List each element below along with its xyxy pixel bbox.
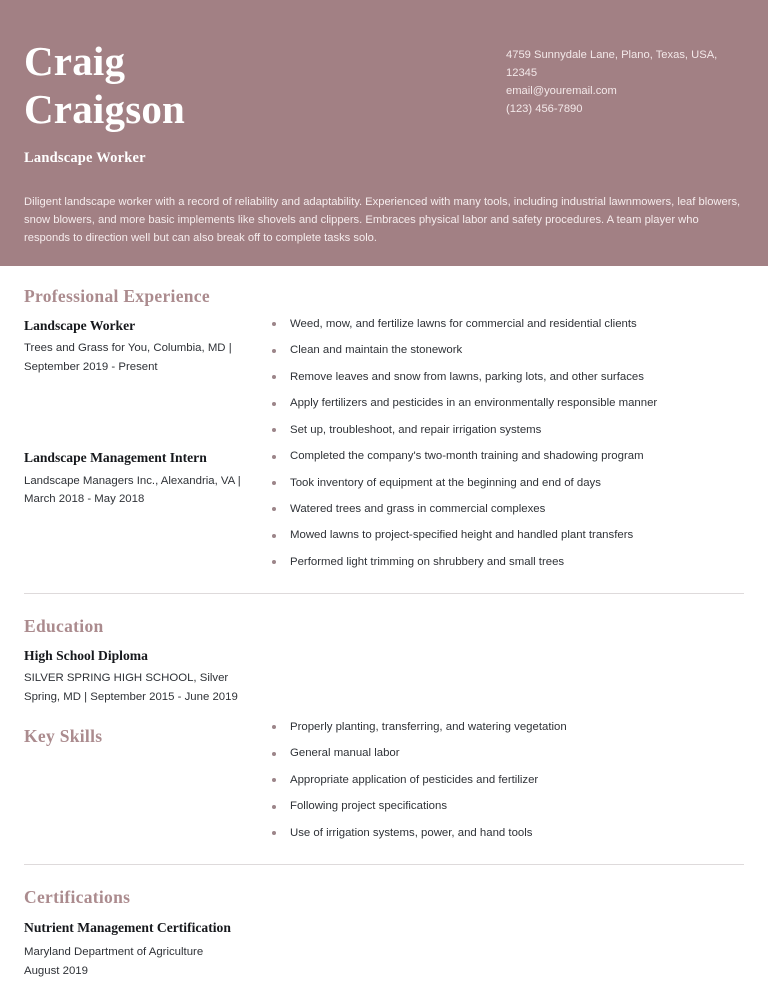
section-divider-education: [24, 593, 744, 594]
experience-entry-2-bullets: [269, 449, 744, 571]
list-item: Set up, troubleshoot, and repair irrigation systems: [269, 423, 744, 439]
candidate-job-title: Landscape Worker: [24, 149, 146, 166]
experience-entry-1: [24, 317, 744, 449]
list-item: Clean and maintain the stonework: [269, 343, 744, 359]
experience-entry-2-right: [267, 449, 744, 581]
experience-entry-1-title: Landscape Worker: [24, 317, 136, 333]
list-item: Following project specifications: [269, 799, 744, 815]
list-item: Weed, mow, and fertilize lawns for commercial and residential clients: [269, 317, 744, 333]
education-entry-1: [24, 647, 744, 706]
section-heading-experience: Professional Experience: [24, 285, 210, 306]
section-heading-key-skills: Key Skills: [24, 725, 103, 746]
experience-entry-2-title: Landscape Management Intern: [24, 450, 207, 466]
list-item: General manual labor: [269, 746, 744, 762]
key-skills-bullets: [269, 720, 744, 842]
certification-entry-1-date: August 2019: [24, 964, 88, 977]
section-divider-certifications: [24, 864, 744, 865]
section-professional-experience: [24, 266, 744, 582]
certification-entry-1-title: Nutrient Management Certification: [24, 920, 231, 936]
contact-block: [506, 46, 744, 119]
education-entry-1-title: High School Diploma: [24, 648, 148, 664]
certification-entry-1-left: [24, 918, 267, 980]
candidate-first-name: Craig: [24, 38, 126, 84]
experience-entry-2-left: [24, 449, 267, 509]
list-item: Watered trees and grass in commercial complexes: [269, 502, 744, 518]
experience-entry-1-right: [267, 317, 744, 449]
experience-entry-1-left: [24, 317, 267, 377]
list-item: Apply fertilizers and pesticides in an environmentally responsible manner: [269, 396, 744, 412]
key-skills-row: [24, 720, 744, 852]
contact-phone[interactable]: (123) 456-7890: [506, 103, 583, 116]
certification-entry-1-issuer: Maryland Department of Agriculture: [24, 946, 204, 959]
candidate-last-name: Craigson: [24, 85, 186, 132]
section-education: [24, 596, 744, 706]
section-certifications: [24, 867, 744, 980]
resume-body: [0, 266, 768, 980]
contact-address: 4759 Sunnydale Lane, Plano, Texas, USA, 12345: [506, 49, 718, 80]
education-entry-1-left: [24, 647, 267, 706]
section-key-skills: [24, 706, 744, 852]
professional-summary: Diligent landscape worker with a record of reliability and adaptability. Experienced with many tools, including industrial lawnmowers, leaf blowers, snow blowers, and more basic implements like shovels and clippers. Embraces physical labor and safety procedures. A team player who responds to direction well but can also break off to complete tasks solo.: [24, 195, 741, 245]
list-item: Use of irrigation systems, power, and hand tools: [269, 826, 744, 842]
list-item: Completed the company's two-month training and shadowing program: [269, 449, 744, 465]
header-top-row: [24, 34, 744, 167]
experience-entry-2-meta: Landscape Managers Inc., Alexandria, VA | March 2018 - May 2018: [24, 474, 241, 506]
key-skills-right: [267, 720, 744, 852]
list-item: Took inventory of equipment at the beginning and end of days: [269, 476, 744, 492]
list-item: Properly planting, transferring, and watering vegetation: [269, 720, 744, 736]
resume-header: [0, 0, 768, 266]
certification-entry-1: [24, 918, 744, 980]
list-item: Mowed lawns to project-specified height and handled plant transfers: [269, 528, 744, 544]
experience-entry-2: [24, 449, 744, 581]
identity-block: [24, 34, 185, 167]
experience-entry-1-meta: Trees and Grass for You, Columbia, MD | September 2019 - Present: [24, 342, 232, 373]
list-item: Appropriate application of pesticides and fertilizer: [269, 773, 744, 789]
key-skills-left: [24, 720, 267, 757]
list-item: Remove leaves and snow from lawns, parking lots, and other surfaces: [269, 370, 744, 386]
experience-entry-1-bullets: [269, 317, 744, 439]
section-heading-education: Education: [24, 616, 104, 637]
candidate-name: [24, 38, 185, 134]
contact-email[interactable]: email@youremail.com: [506, 85, 617, 98]
list-item: Performed light trimming on shrubbery and small trees: [269, 555, 744, 571]
section-heading-certifications: Certifications: [24, 887, 131, 908]
education-entry-1-meta: SILVER SPRING HIGH SCHOOL, Silver Spring, MD | September 2015 - June 2019: [24, 672, 238, 703]
